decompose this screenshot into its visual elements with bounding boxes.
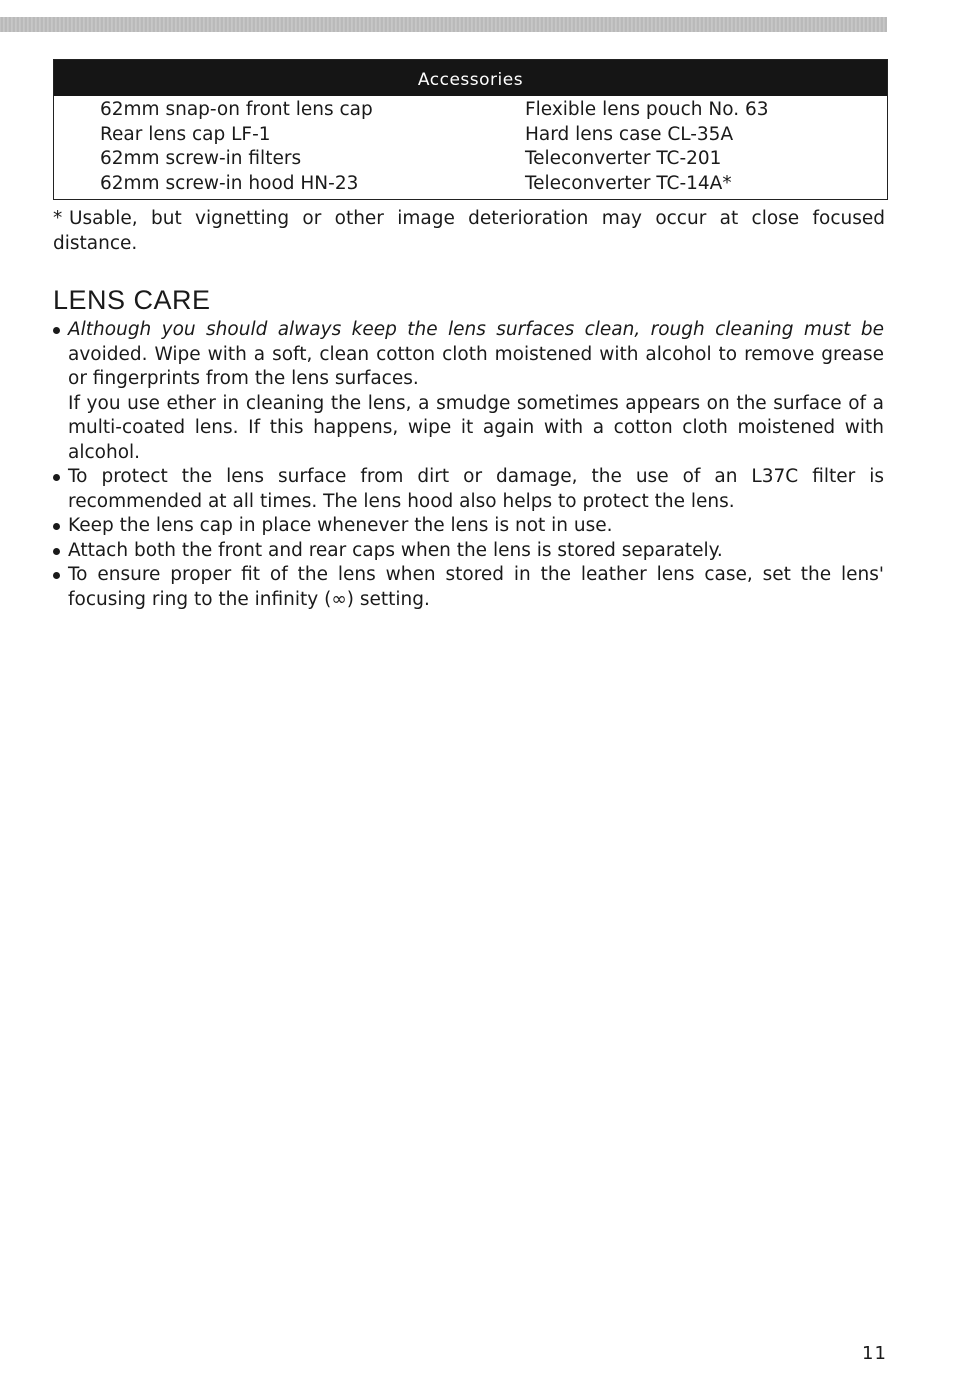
lens-care-list xyxy=(53,318,884,612)
bullet-italic-text: Although you should always keep the lens surfaces clean, rough cleaning must be xyxy=(68,319,884,340)
accessory-item: Flexible lens pouch No. 63 xyxy=(525,99,769,120)
bullet-extra-text: If you use ether in cleaning the lens, a smudge sometimes appears on the surface of a multi-coated lens. If this happens, wipe it again with a cotton cloth moistened with alcohol. xyxy=(68,392,884,463)
page-number: 11 xyxy=(862,1343,887,1364)
accessories-right-column xyxy=(525,98,769,196)
list-item xyxy=(53,465,884,514)
bullet-dot-icon xyxy=(53,548,60,555)
footnote-mark: * xyxy=(53,208,63,229)
list-item xyxy=(53,318,884,465)
accessory-item: 62mm screw-in hood HN-23 xyxy=(100,172,359,194)
bullet-dot-icon xyxy=(53,327,60,334)
top-scan-band xyxy=(0,17,887,32)
list-item xyxy=(53,539,884,564)
accessories-left-column xyxy=(100,98,373,196)
bullet-text: avoided. Wipe with a soft, clean cotton cloth moistened with alcohol to remove grease or fingerprints from the lens surfaces. xyxy=(68,343,884,389)
accessory-item: Rear lens cap LF-1 xyxy=(100,123,271,145)
accessories-footnote xyxy=(53,207,885,256)
accessory-item: Teleconverter TC-201 xyxy=(525,148,722,169)
accessories-table xyxy=(53,59,888,200)
accessory-item: Hard lens case CL-35A xyxy=(525,123,734,145)
accessories-header: Accessories xyxy=(54,60,887,96)
list-item xyxy=(53,563,884,612)
bullet-dot-icon xyxy=(53,572,60,579)
footnote-text: Usable, but vignetting or other image deterioration may occur at close focused distance. xyxy=(53,208,885,254)
bullet-dot-icon xyxy=(53,523,60,530)
accessory-item: 62mm snap-on front lens cap xyxy=(100,99,373,120)
bullet-text: Attach both the front and rear caps when the lens is stored separately. xyxy=(68,539,723,561)
accessory-item: Teleconverter TC-14A* xyxy=(525,172,732,194)
bullet-text: Keep the lens cap in place whenever the lens is not in use. xyxy=(68,515,613,536)
accessory-item: 62mm screw-in filters xyxy=(100,148,302,169)
bullet-text: To ensure proper fit of the lens when stored in the leather lens case, set the lens' focusing ring to the infinity (∞) setting. xyxy=(68,564,884,610)
list-item xyxy=(53,514,884,539)
lens-care-heading: LENS CARE xyxy=(53,285,211,315)
bullet-dot-icon xyxy=(53,474,60,481)
bullet-text: To protect the lens surface from dirt or damage, the use of an L37C filter is recommended at all times. The lens hood also helps to protect the lens. xyxy=(68,466,884,512)
